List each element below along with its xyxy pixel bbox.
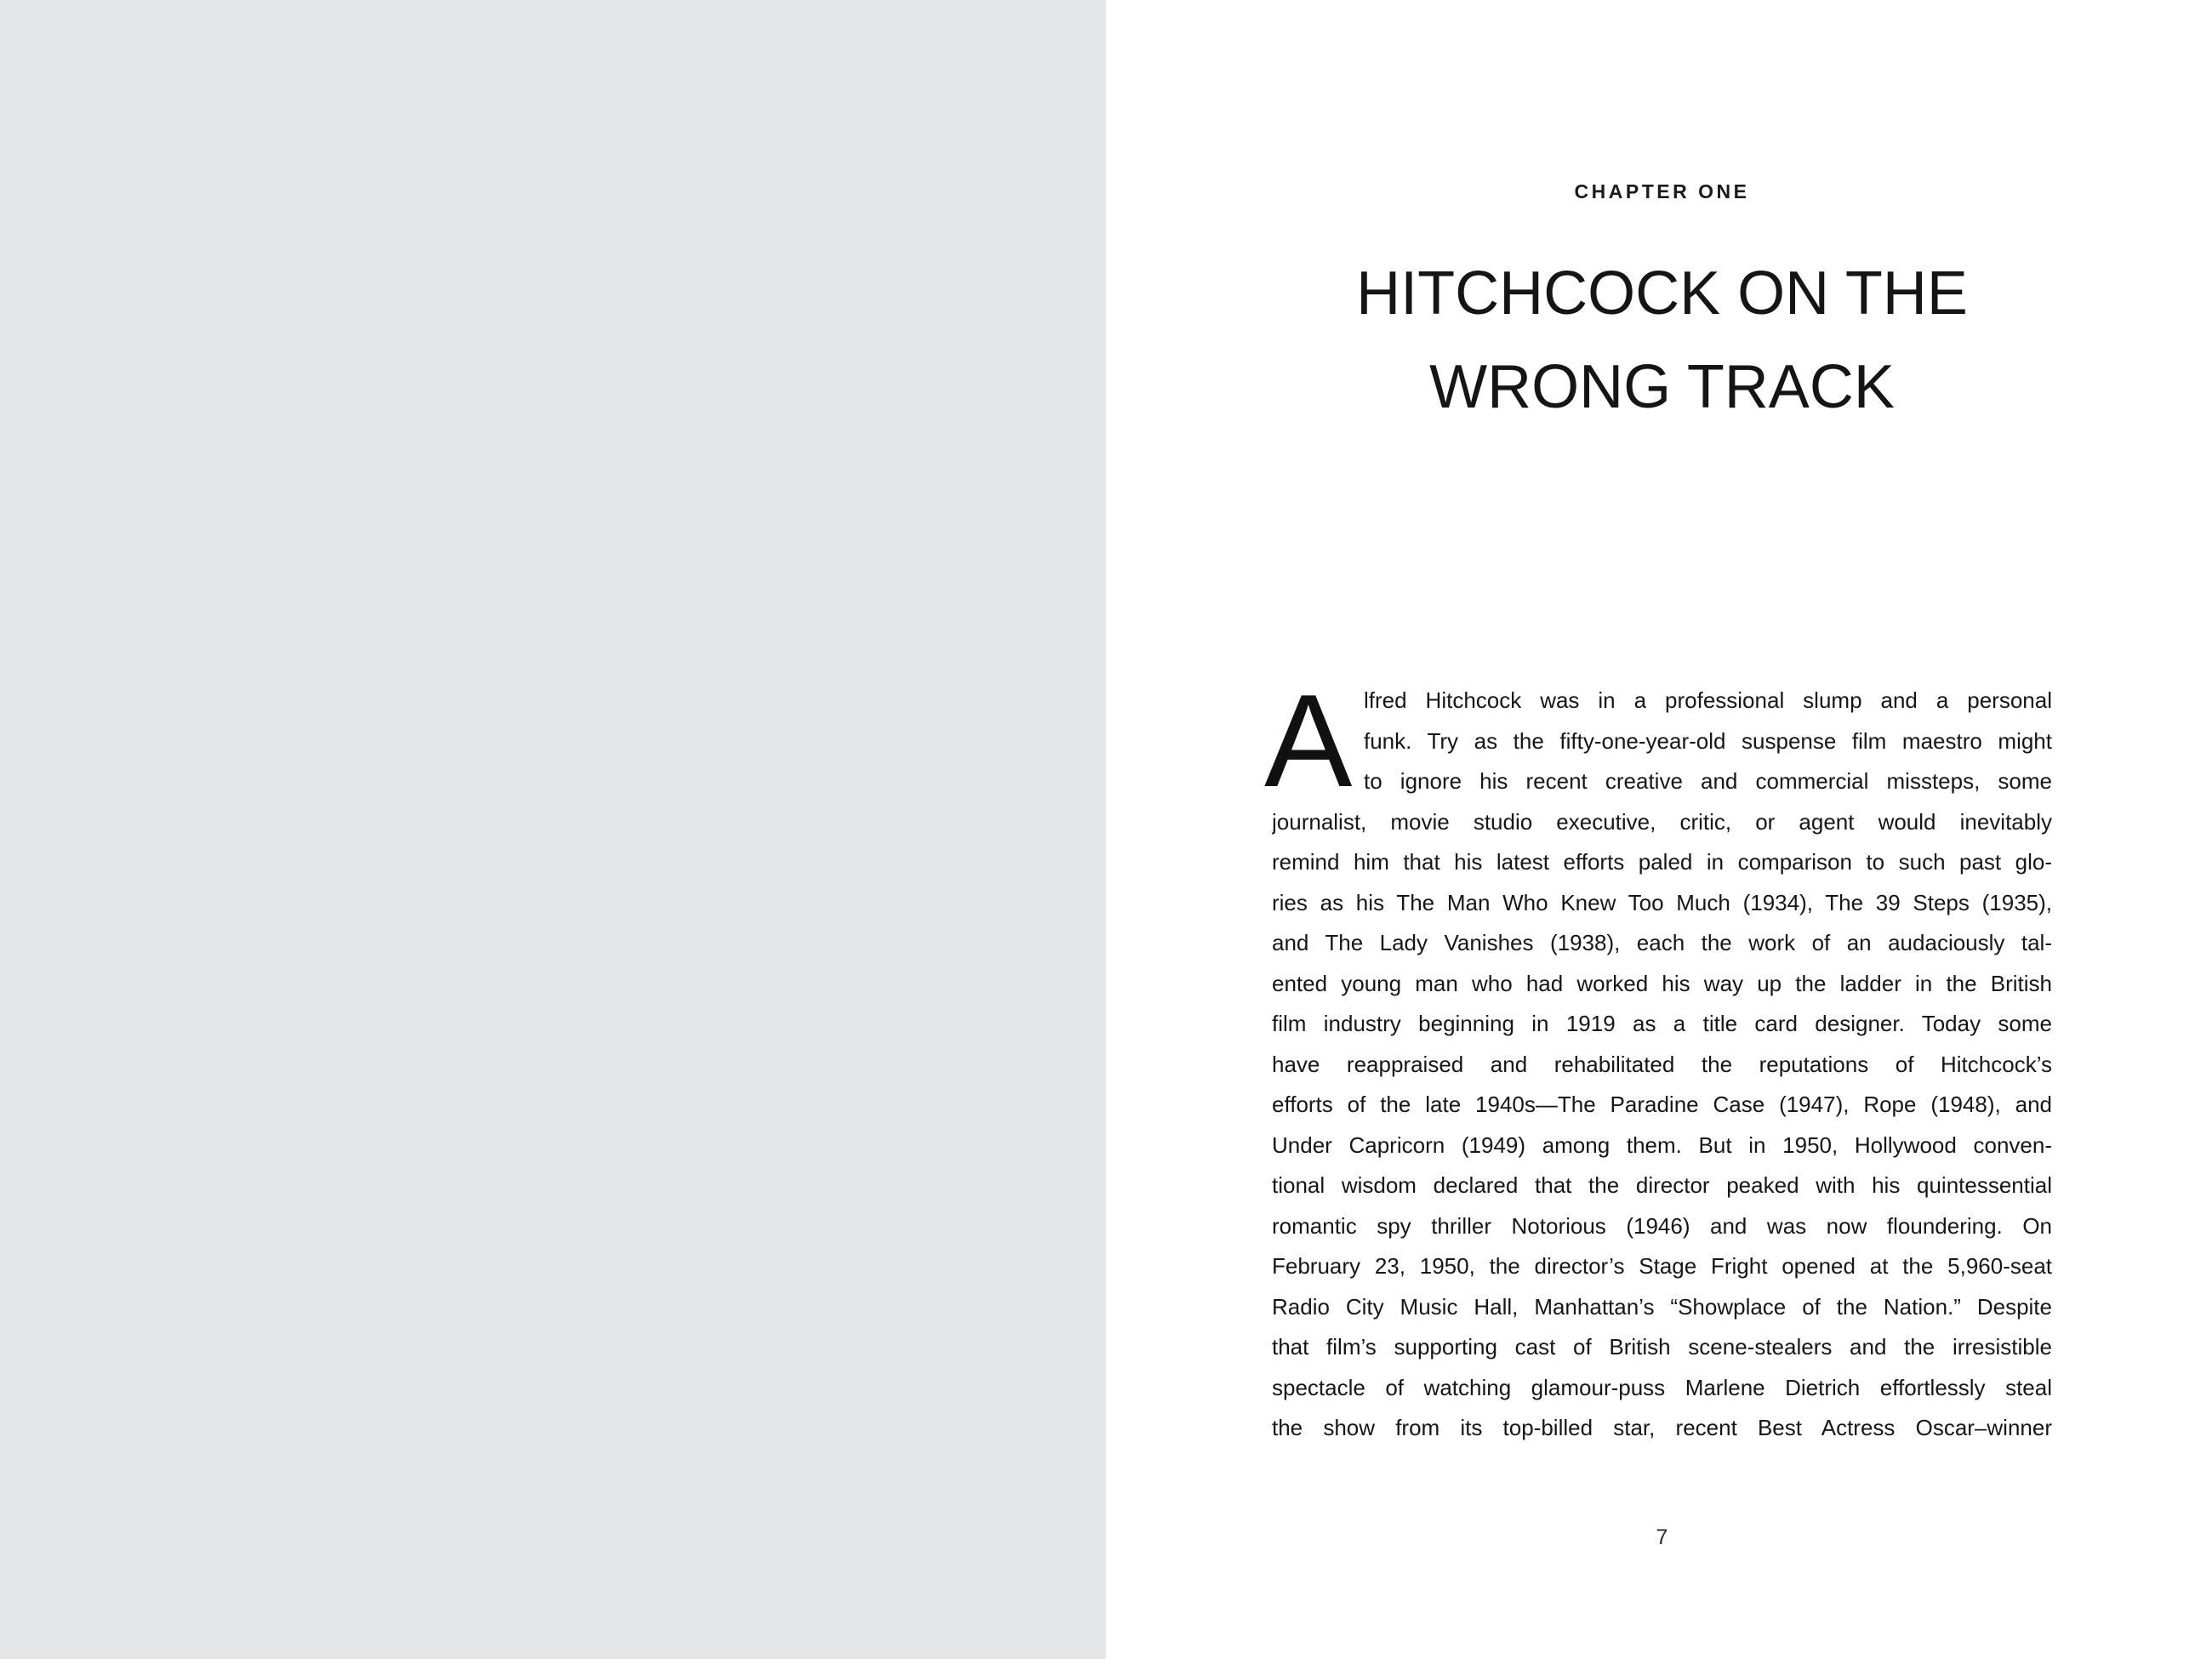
page-number: 7 <box>1656 1525 1668 1549</box>
body-line: February 23, 1950, the director’s Stage Fright opened at the 5,960-seat <box>1272 1253 2052 1279</box>
body-line: film industry beginning in 1919 as a title card designer. Today some <box>1272 1011 2052 1036</box>
body-line: ries as his The Man Who Knew Too Much (1934), The 39 Steps (1935), <box>1272 889 2052 915</box>
body-line: romantic spy thriller Notorious (1946) and was now floundering. On <box>1272 1212 2052 1239</box>
body-line: Radio City Music Hall, Manhattan’s “Showplace of the Nation.” Despite <box>1272 1293 2052 1320</box>
chapter-title <box>1272 247 2052 434</box>
body-line: and The Lady Vanishes (1938), each the work of an audaciously tal- <box>1272 930 2052 955</box>
body-line: spectacle of watching glamour-puss Marlene Dietrich effortlessly steal <box>1272 1374 2052 1400</box>
right-page <box>1106 0 2212 1659</box>
body-line: journalist, movie studio executive, critic, or agent would inevitably <box>1272 808 2052 835</box>
body-line: to ignore his recent creative and commercial missteps, some <box>1364 768 2052 794</box>
chapter-title-line1: HITCHCOCK ON THE <box>1356 259 1968 328</box>
drop-cap-letter: A <box>1264 667 1353 814</box>
body-line: tional wisdom declared that the director peaked with his quintessential <box>1272 1172 2052 1198</box>
body-line: that film’s supporting cast of British scene-stealers and the irresistible <box>1272 1334 2052 1360</box>
body-line: lfred Hitchcock was in a professional slump and a personal <box>1364 687 2052 713</box>
body-line: ented young man who had worked his way up the ladder in the British <box>1272 970 2052 996</box>
body-line: the show from its top-billed star, recent Best Actress Oscar–winner <box>1272 1415 2052 1440</box>
body-line: have reappraised and rehabilitated the reputations of Hitchcock’s <box>1272 1051 2052 1077</box>
body-paragraph <box>1272 681 2052 1449</box>
body-line: remind him that his latest efforts paled in comparison to such past glo- <box>1272 849 2052 875</box>
body-line: Under Capricorn (1949) among them. But in 1950, Hollywood conven- <box>1272 1132 2052 1158</box>
body-line: efforts of the late 1940s—The Paradine Case (1947), Rope (1948), and <box>1272 1092 2052 1117</box>
chapter-title-line2: WRONG TRACK <box>1429 353 1895 421</box>
chapter-label: CHAPTER ONE <box>1574 180 1750 202</box>
body-line: funk. Try as the fifty-one-year-old suspense film maestro might <box>1364 727 2052 754</box>
